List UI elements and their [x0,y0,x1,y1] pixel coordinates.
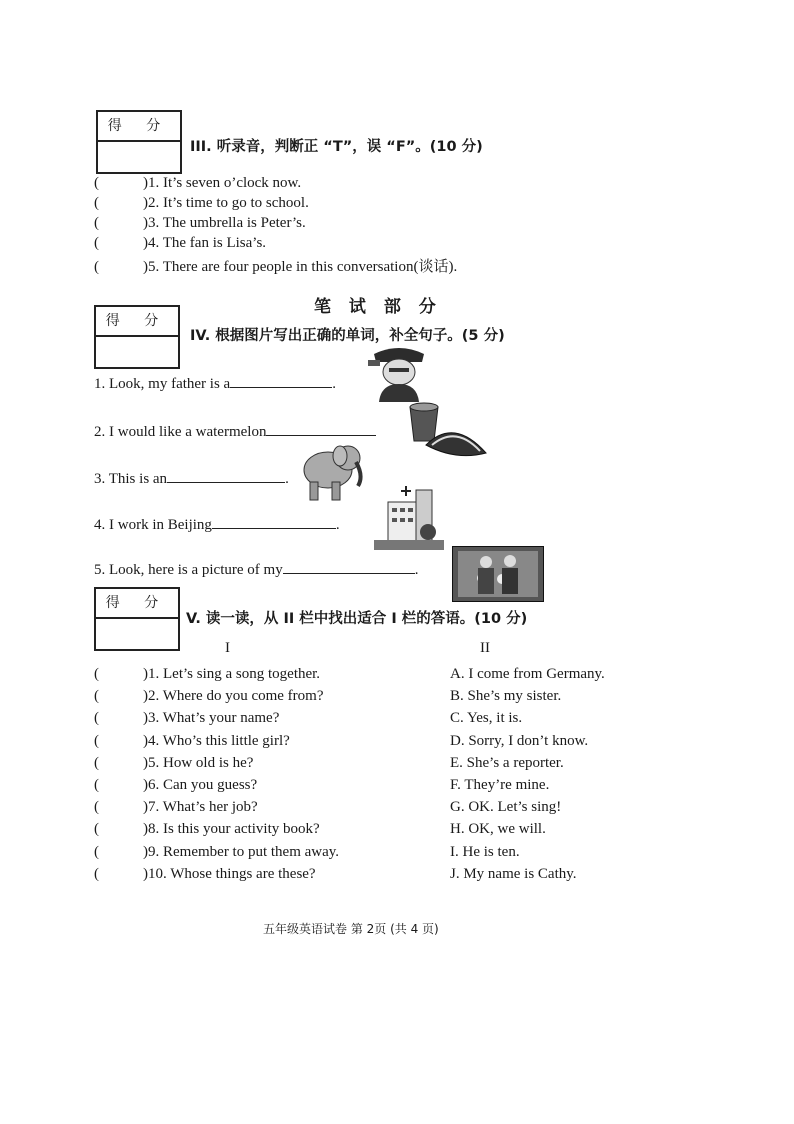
column-1-header: I [225,640,230,656]
score-box-section5 [94,587,180,651]
answer-bracket[interactable]: ( ) [94,215,148,231]
judge-item-text: 4. The fan is Lisa’s. [148,235,267,251]
answer-blank[interactable] [212,514,336,529]
score-label: 得 分 [96,307,178,337]
judge-item [94,215,306,232]
judge-item-text: 5. There are four people in this conversation(谈话). [148,259,458,275]
match-question [94,710,279,727]
answer-bracket[interactable]: ( ) [94,777,148,793]
match-question [94,866,316,883]
watermelon-juice-picture [404,401,488,461]
question-text: 8. Is this your activity book? [148,821,320,837]
answer-bracket[interactable]: ( ) [94,733,148,749]
judge-item-text: 3. The umbrella is Peter’s. [148,215,306,231]
question-text: 4. Who’s this little girl? [148,733,290,749]
question-text: 7. What’s her job? [148,799,258,815]
match-answer: A. I come from Germany. [450,666,605,682]
answer-bracket[interactable]: ( ) [94,799,148,815]
fill-item-3: 3. This is an . [94,468,289,488]
match-answer: C. Yes, it is. [450,710,523,726]
match-answer: I. He is ten. [450,844,520,860]
question-text: 6. Can you guess? [148,777,258,793]
score-label: 得 分 [96,589,178,619]
match-answer: F. They’re mine. [450,777,550,793]
judge-item [94,195,309,212]
fill-item-4: 4. I work in Beijing . [94,514,340,534]
written-part-title: 笔 试 部 分 [314,297,442,317]
match-question [94,821,320,838]
match-question [94,844,339,861]
answer-bracket[interactable]: ( ) [94,710,148,726]
answer-bracket[interactable]: ( ) [94,821,148,837]
answer-bracket[interactable]: ( ) [94,666,148,682]
answer-blank[interactable] [283,559,415,574]
score-box-section4 [94,305,180,369]
question-text: 10. Whose things are these? [148,866,316,882]
score-box-section3 [96,110,182,174]
match-answer: B. She’s my sister. [450,688,562,704]
match-answer: H. OK, we will. [450,821,546,837]
question-text: 5. How old is he? [148,755,254,771]
match-question [94,755,253,772]
fill-item-2: 2. I would like a watermelon [94,421,376,441]
answer-bracket[interactable]: ( ) [94,235,148,251]
judge-item-text: 2. It’s time to go to school. [148,195,309,211]
hospital-picture [374,484,444,552]
answer-bracket[interactable]: ( ) [94,259,148,275]
answer-bracket[interactable]: ( ) [94,195,148,211]
score-label: 得 分 [98,112,180,142]
judge-item [94,175,301,192]
judge-item [94,255,457,276]
judge-item [94,235,266,252]
column-2-header: II [480,640,490,656]
answer-blank[interactable] [230,373,332,388]
page-footer: 五年级英语试卷 第 2页 (共 4 页) [263,922,439,936]
question-text: 2. Where do you come from? [148,688,324,704]
question-text: 1. Let’s sing a song together. [148,666,321,682]
fill-item-1: 1. Look, my father is a . [94,373,336,393]
fill-item-5: 5. Look, here is a picture of my . [94,559,418,579]
answer-bracket[interactable]: ( ) [94,866,148,882]
match-question [94,688,324,705]
match-question [94,666,320,683]
judge-item-text: 1. It’s seven o’clock now. [148,175,302,191]
match-answer: D. Sorry, I don’t know. [450,733,589,749]
answer-bracket[interactable]: ( ) [94,755,148,771]
section5-heading: V. 读一读，从 II 栏中找出适合 I 栏的答语。(10 分) [186,611,528,627]
match-question [94,733,290,750]
match-question [94,799,258,816]
match-answer: J. My name is Cathy. [450,866,577,882]
answer-bracket[interactable]: ( ) [94,175,148,191]
question-text: 3. What’s your name? [148,710,280,726]
elephant-picture [292,436,366,502]
section4-heading: IV. 根据图片写出正确的单词，补全句子。(5 分) [190,328,505,344]
police-officer-picture [364,344,434,402]
match-answer: G. OK. Let’s sing! [450,799,562,815]
section3-heading: III. 听录音，判断正 “T”，误 “F”。(10 分) [190,139,483,155]
match-question [94,777,257,794]
answer-bracket[interactable]: ( ) [94,844,148,860]
question-text: 9. Remember to put them away. [148,844,340,860]
answer-blank[interactable] [167,468,285,483]
match-answer: E. She’s a reporter. [450,755,564,771]
answer-blank[interactable] [266,421,376,436]
family-photo-picture [452,546,544,602]
answer-bracket[interactable]: ( ) [94,688,148,704]
